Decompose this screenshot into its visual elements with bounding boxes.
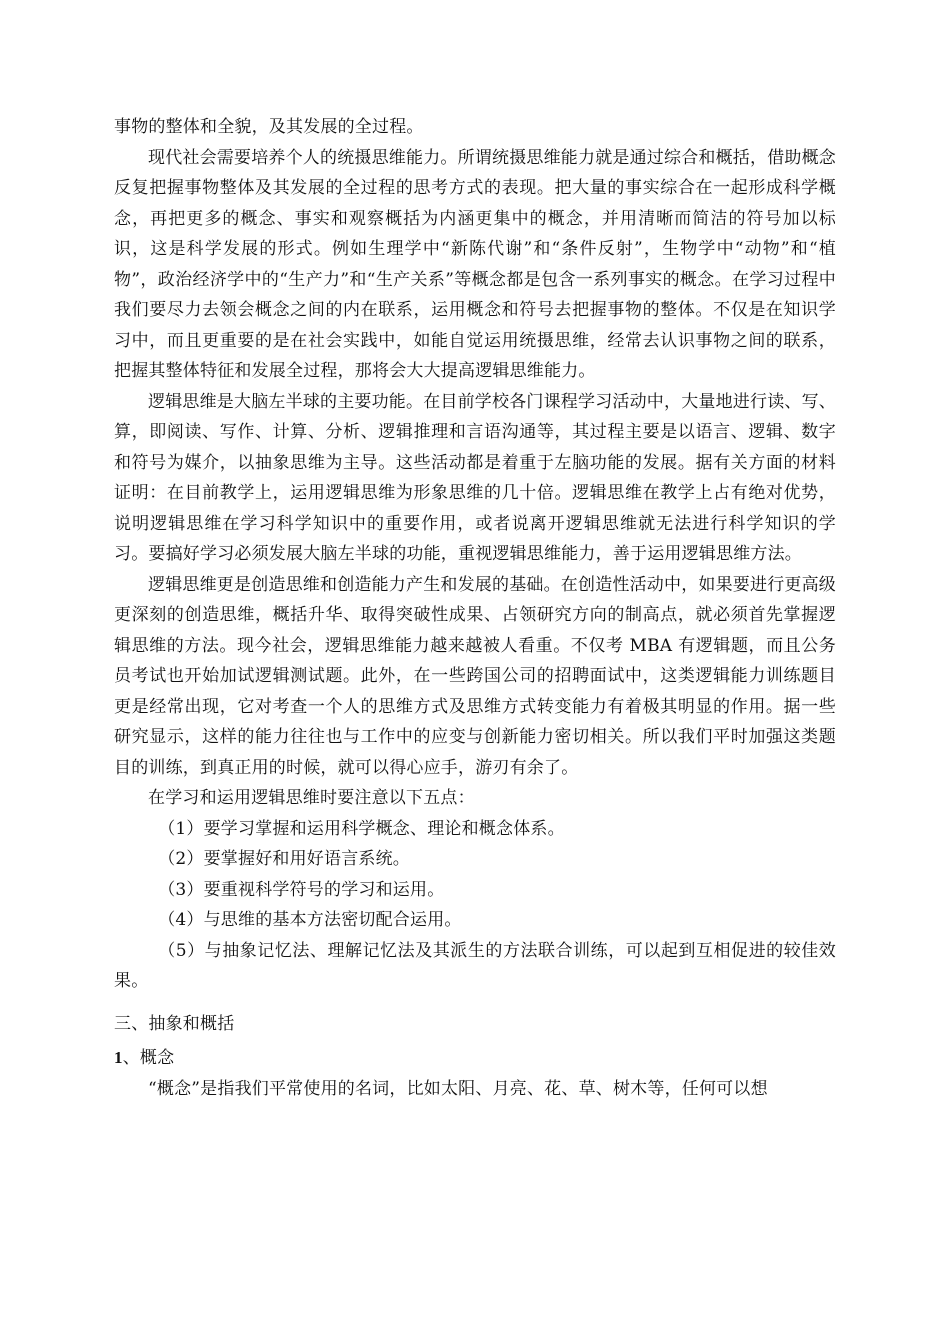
- sub-heading: [114, 1043, 836, 1074]
- sub-heading-number: 1: [114, 1048, 123, 1067]
- section-heading: 三、抽象和概括: [114, 1013, 235, 1034]
- list-item: （2）要掌握好和用好语言系统。: [158, 849, 411, 869]
- paragraph-left-brain: 逻辑思维是大脑左半球的主要功能。在目前学校各门课程学习活动中，大量地进行读、写、算，即阅读、写作、计算、分析、逻辑推理和言语沟通等，其过程主要是以语言、逻辑、数字和符号为媒介，以抽象思维为主导。这些活动都是着重于左脑功能的发展。据有关方面的材料证明：在目前教学上，运用逻辑思维为形象思维的几十倍。逻辑思维在教学上占有绝对优势，说明逻辑思维在学习科学知识中的重要作用，或者说离开逻辑思维就无法进行科学知识的学习。要搞好学习必须发展大脑左半球的功能，重视逻辑思维能力，善于运用逻辑思维方法。: [114, 391, 836, 564]
- sub-heading-text: 、概念: [122, 1048, 175, 1068]
- paragraph-creative-thinking: 逻辑思维更是创造思维和创造能力产生和发展的基础。在创造性活动中，如果要进行更高级更深刻的创造思维，概括升华、取得突破性成果、占领研究方向的制高点，就必须首先掌握逻辑思维的方法。现今社会，逻辑思维能力越来越被人看重。不仅考 MBA 有逻辑题，而且公务员考试也开始加试逻辑测试题。此外，在一些跨国公司的招聘面试中，这类逻辑能力训练题目更是经常出现，它对考查一个人的思维方式及思维方式转变能力有着极其明显的作用。据一些研究显示，这样的能力往往也与工作中的应变与创新能力密切相关。所以我们平时加强这类题目的训练，到真正用的时候，就可以得心应手，游刃有余了。: [114, 574, 836, 778]
- list-item: （1）要学习掌握和运用科学概念、理论和概念体系。: [158, 818, 565, 839]
- list-item: （5）与抽象记忆法、理解记忆法及其派生的方法联合训练，可以起到互相促进的较佳效果。: [114, 940, 836, 991]
- paragraph-five-points-intro: 在学习和运用逻辑思维时要注意以下五点：: [148, 788, 475, 808]
- paragraph-integrative-thinking: 现代社会需要培养个人的统摄思维能力。所谓统摄思维能力就是通过综合和概括，借助概念反复把握事物整体及其发展的全过程的思考方式的表现。把大量的事实综合在一起形成科学概念，再把更多的概念、事实和观察概括为内涵更集中的概念，并用清晰而简洁的符号加以标识，这是科学发展的形式。例如生理学中“新陈代谢”和“条件反射”，生物学中“动物”和“植物”，政治经济学中的“生产力”和“生产关系”等概念都是包含一系列事实的概念。在学习过程中我们要尽力去领会概念之间的内在联系，运用概念和符号去把握事物的整体。不仅是在知识学习中，而且更重要的是在社会实践中，如能自觉运用统摄思维，经常去认识事物之间的联系，把握其整体特征和发展全过程，那将会大大提高逻辑思维能力。: [114, 147, 836, 381]
- list-item: （3）要重视科学符号的学习和运用。: [158, 879, 445, 900]
- paragraph-concept: “概念”是指我们平常使用的名词，比如太阳、月亮、花、草、树木等，任何可以想: [148, 1078, 768, 1099]
- paragraph-continuation: 事物的整体和全貌，及其发展的全过程。: [114, 117, 424, 137]
- document-body: [114, 112, 836, 1104]
- list-item: （4）与思维的基本方法密切配合运用。: [158, 910, 462, 930]
